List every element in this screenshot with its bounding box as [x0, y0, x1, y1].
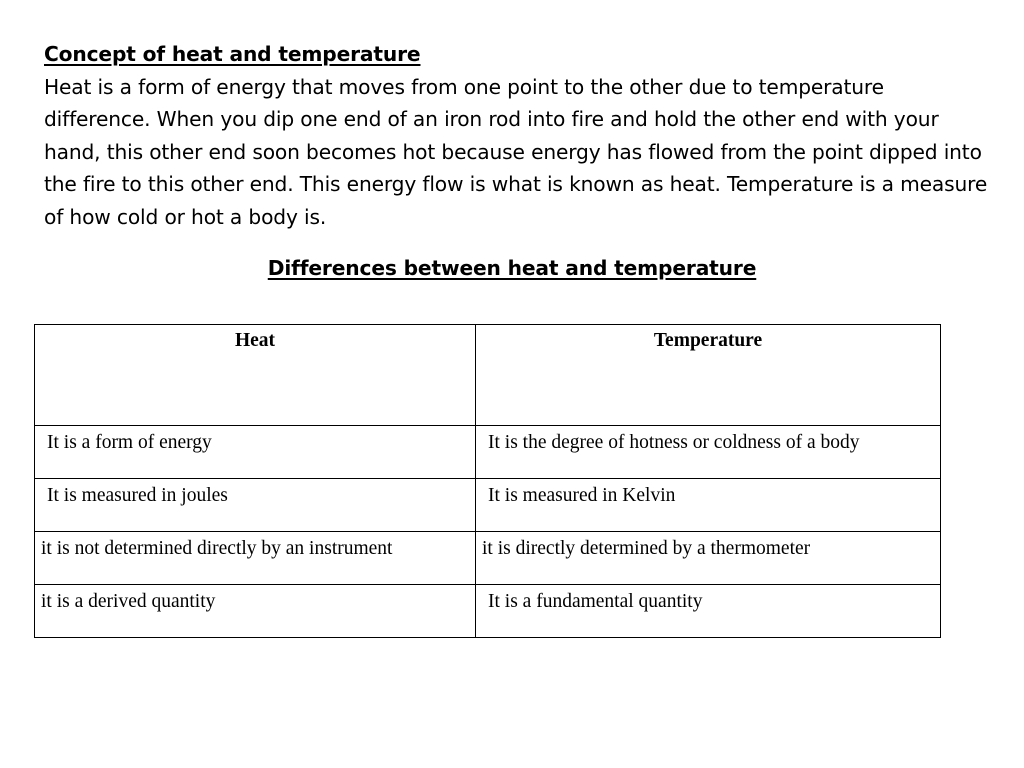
table-row	[35, 585, 941, 638]
table-cell-temperature: it is directly determined by a thermometer	[476, 532, 941, 585]
table-cell-heat: It is a form of energy	[35, 426, 476, 479]
table-cell-temperature: It is a fundamental quantity	[476, 585, 941, 638]
intro-section	[44, 38, 994, 233]
differences-heading: Differences between heat and temperature	[267, 256, 757, 280]
concept-paragraph: Heat is a form of energy that moves from one point to the other due to temperature difference. When you dip one end of an iron rod into fire and hold the other end with your hand, this other end soon becomes hot because energy has flowed from the point dipped into the fire to this other end. This energy flow is what is known as heat. Temperature is a measure of how cold or hot a body is.	[44, 74, 988, 229]
table-header-row	[35, 325, 941, 426]
differences-heading-container	[0, 254, 1024, 282]
table-cell-temperature: It is the degree of hotness or coldness of a body	[476, 426, 941, 479]
table-cell-heat: It is measured in joules	[35, 479, 476, 532]
heat-temperature-table	[34, 324, 941, 638]
column-header-heat: Heat	[35, 325, 476, 426]
table-row	[35, 479, 941, 532]
table-row	[35, 532, 941, 585]
table-row	[35, 426, 941, 479]
table-cell-heat: it is a derived quantity	[35, 585, 476, 638]
table-cell-temperature: It is measured in Kelvin	[476, 479, 941, 532]
concept-heading: Concept of heat and temperature	[44, 42, 421, 66]
table-cell-heat: it is not determined directly by an instrument	[35, 532, 476, 585]
column-header-temperature: Temperature	[476, 325, 941, 426]
